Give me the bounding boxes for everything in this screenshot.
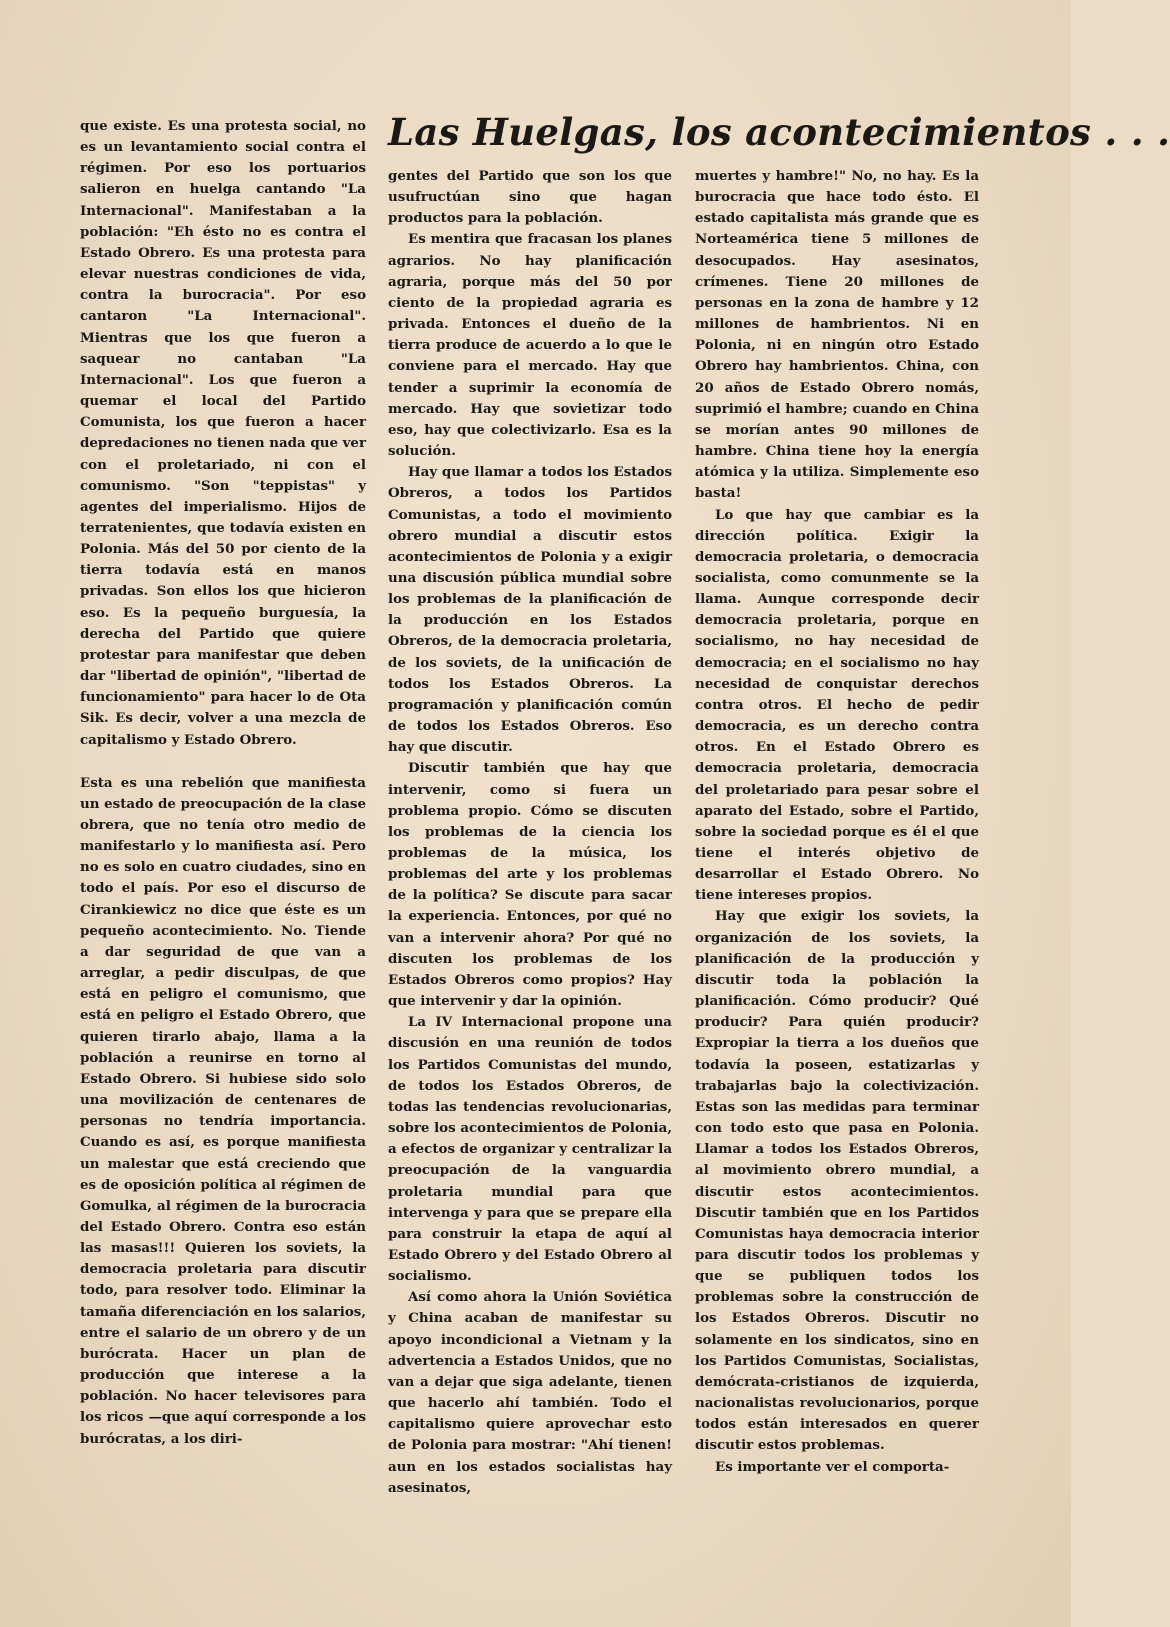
text-column-middle xyxy=(388,166,672,1499)
paragraph: gentes del Partido que son los que usufructúan sino que hagan productos para la población. xyxy=(388,168,672,227)
paragraph: Así como ahora la Unión Soviética y China acaban de manifestar su apoyo incondicional a Vietnam y la advertencia a Estados Unidos, que no van a dejar que siga adelante, tienen que hacerlo ahí también. Todo el capitalismo quiere aprovechar esto de Polonia para mostrar: "Ahí tienen! aun en los estados socialistas hay asesinatos, xyxy=(388,1289,672,1496)
paragraph: Lo que hay que cambiar es la dirección política. Exigir la democracia proletaria, o democracia socialista, como comunmente se la llama. Aunque corresponde decir democracia proletaria, porque en socialismo, no hay necesidad de democracia; en el socialismo no hay necesidad de conquistar derechos contra otros. El hecho de pedir democracia, es un derecho contra otros. En el Estado Obrero es democracia proletaria, democracia del proletariado para pesar sobre el aparato del Estado, sobre el Partido, sobre la sociedad porque es él el que tiene el interés objetivo de desarrollar el Estado Obrero. No tiene intereses propios. xyxy=(695,506,979,904)
paragraph: que existe. Es una protesta social, no es un levantamiento social contra el régimen. Por eso los portuarios salieron en huelga cantando "La Internacional". Manifestaban a la población: "Eh ésto no es contra el Estado Obrero. Es una protesta para elevar nuestras condiciones de vida, contra la burocracia". Por eso cantaron "La Internacional". Mientras que los que fueron a saquear no cantaban "La Internacional". Los que fueron a quemar el local del Partido Comunista, los que fueron a hacer depredaciones no tienen nada que ver con el proletariado, ni con el comunismo. "Son "teppistas" y agentes del imperialismo. Hijos de terratenientes, que todavía existen en Polonia. Más del 50 por ciento de la tierra todavía está en manos privadas. Son ellos los que hicieron eso. Es la pequeño burguesía, la derecha del Partido que quiere protestar para manifestar que deben dar "libertad de opinión", "libertad de funcionamiento" para hacer lo de Ota Sik. Es decir, volver a una mezcla de capitalismo y Estado Obrero. xyxy=(80,118,367,748)
paragraph: Hay que exigir los soviets, la organización de los soviets, la planificación de la producción y discutir toda la población la planificación. Cómo producir? Qué producir? Para quién producir? Expropiar la tierra a los dueños que todavía la poseen, estatizarlas y trabajarlas bajo la colectivización. Estas son las medidas para terminar con todo esto que pasa en Polonia. Llamar a todos los Estados Obreros, al movimiento obrero mundial, a discutir estos acontecimientos. Discutir también que en los Partidos Comunistas haya democracia interior para discutir todos los problemas y que se publiquen todos los problemas sobre la construcción de los Estados Obreros. Discutir no solamente en los sindicatos, sino en los Partidos Comunistas, Socialistas, demócrata-cristianos de izquierda, nacionalistas revolucionarios, porque todos están interesados en querer discutir estos problemas. xyxy=(695,908,979,1454)
paragraph: La IV Internacional propone una discusión en una reunión de todos los Partidos Comunistas del mundo, de todos los Estados Obreros, de todas las tendencias revolucionarias, sobre los acontecimientos de Polonia, a efectos de organizar y centralizar la preocupación de la vanguardia proletaria mundial para que intervenga y para que se prepare ella para construir la etapa de aquí al Estado Obrero y del Estado Obrero al socialismo. xyxy=(388,1014,672,1285)
text-column-right xyxy=(695,166,979,1478)
paragraph: Discutir también que hay que intervenir, como si fuera un problema propio. Cómo se discuten los problemas de la ciencia los problemas de la música, los problemas del arte y los problemas de la política? Se discute para sacar la experiencia. Entonces, por qué no van a intervenir ahora? Por qué no discuten los problemas de los Estados Obreros como propios? Hay que intervenir y dar la opinión. xyxy=(388,760,672,1010)
article-headline: Las Huelgas, los acontecimientos . . . xyxy=(388,110,1170,154)
paragraph: Hay que llamar a todos los Estados Obreros, a todos los Partidos Comunistas, a todo el movimiento obrero mundial a discutir estos acontecimientos de Polonia y a exigir una discusión pública mundial sobre los problemas de la planificación de la producción en los Estados Obreros, de la democracia proletaria, de los soviets, de la unificación de todos los Estados Obreros. La programación y planificación común de todos los Estados Obreros. Eso hay que discutir. xyxy=(388,464,672,756)
paragraph: muertes y hambre!" No, no hay. Es la burocracia que hace todo ésto. El estado capitalista más grande que es Norteamérica tiene 5 millones de desocupados. Hay asesinatos, crímenes. Tiene 20 millones de personas en la zona de hambre y 12 millones de hambrientos. Ni en Polonia, ni en ningún otro Estado Obrero hay hambrientos. China, con 20 años de Estado Obrero nomás, suprimió el hambre; cuando en China se morían antes 90 millones de hambre. China tiene hoy la energía atómica y la utiliza. Simplemente eso basta! xyxy=(695,168,979,502)
paragraph: Es mentira que fracasan los planes agrarios. No hay planificación agraria, porque más del 50 por ciento de la propiedad agraria es privada. Entonces el dueño de la tierra produce de acuerdo a lo que le conviene para el mercado. Hay que tender a suprimir la economía de mercado. Hay que sovietizar todo eso, hay que colectivizarlo. Esa es la solución. xyxy=(388,231,672,460)
text-column-left xyxy=(80,116,366,1450)
paragraph: Esta es una rebelión que manifiesta un estado de preocupación de la clase obrera, que no tenía otro medio de manifestarlo y lo manifiesta así. Pero no es solo en cuatro ciudades, sino en todo el país. Por eso el discurso de Cirankiewicz no dice que éste es un pequeño acontecimiento. No. Tiende a dar seguridad de que van a arreglar, a pedir disculpas, de que está en peligro el comunismo, que está en peligro el Estado Obrero, que quieren tirarlo abajo, llama a la población a reunirse en torno al Estado Obrero. Si hubiese sido solo una movilización de centenares de personas no tendría importancia. Cuando es así, es porque manifiesta un malestar que está creciendo que es de oposición política al régimen de Gomulka, al régimen de la burocracia del Estado Obrero. Contra eso están las masas!!! Quieren los soviets, la democracia proletaria para discutir todo, para resolver todo. Eliminar la tamaña diferenciación en los salarios, entre el salario de un obrero y de un burócrata. Hacer un plan de producción que interese a la población. No hacer televisores para los ricos —que aquí corresponde a los burócratas, a los diri- xyxy=(80,774,366,1447)
paragraph: Es importante ver el comporta- xyxy=(715,1458,950,1475)
